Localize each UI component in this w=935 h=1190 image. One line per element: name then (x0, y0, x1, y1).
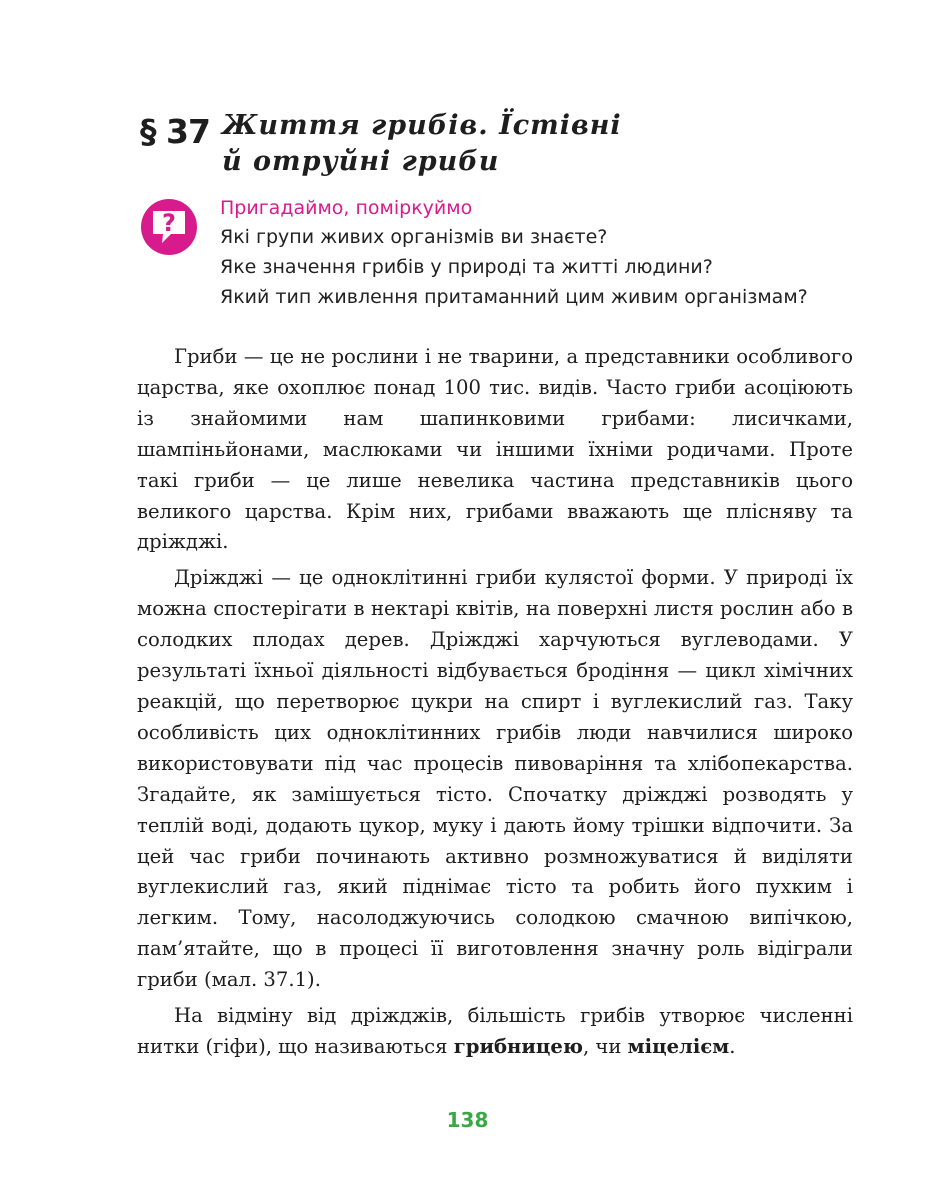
body-text (137, 342, 853, 1068)
term-mycelium: міцелієм (627, 1034, 730, 1058)
recall-question: Які групи живих організмів ви знаєте? (220, 226, 608, 248)
svg-text:?: ? (162, 209, 176, 237)
paragraph-2: Дріжджі — це одноклітинні гриби кулястої форми. У природі їх можна спостерігати в нектарі квітів, на поверхні листя рослин або в солодких плодах дерев. Дріжджі харчуються вуглеводами. У результаті їхньої діяльності відбувається бродіння — цикл хімічних реакцій, що перетворює цукри на спирт і вуглекислий газ. Таку особливість цих одноклітинних грибів люди навчилися широко використовувати під час процесів пивоваріння та хлібопекарства. Згадайте, як замішується тісто. Спочатку дріжджі розводять у теплій воді, додають цукор, муку і дають йому трішки відпочити. За цей час гриби починають активно розмножуватися й виділяти вуглекислий газ, який піднімає тісто та робить його пухким і легким. Тому, насолоджуючись солодкою смачною випічкою, пам’ятайте, що в процесі її виготовлення значну роль відіграли гриби (мал. 37.1). (137, 566, 853, 992)
chapter-title (222, 108, 842, 180)
paragraph-3-end: . (729, 1034, 736, 1058)
term-hyphae-network: грибницею (453, 1034, 583, 1058)
paragraph-3-text: На відміну від дріжджів, більшість грибів утворює численні нитки (гіфи), що називаються (137, 1004, 853, 1058)
paragraph-3 (137, 1001, 853, 1063)
recall-question: Який тип живлення притаманний цим живим організмам? (220, 286, 808, 308)
paragraph-1: Гриби — це не рослини і не тварини, а представники особливого царства, яке охоплює понад 100 тис. видів. Часто гриби асоціюють із знайомими нам шапинковими грибами: лисичками, шампіньйонами, маслюками чи іншими їхніми родичами. Проте такі гриби — це лише невелика частина представників цього великого царства. Крім них, грибами вважають ще плісняву та дріжджі. (137, 345, 853, 554)
paragraph-number: § 37 (140, 112, 210, 151)
recall-section (220, 194, 860, 312)
recall-question: Яке значення грибів у природі та житті людини? (220, 256, 713, 278)
recall-title: Пригадаймо, поміркуймо (220, 197, 473, 219)
question-circle-icon (140, 198, 198, 256)
page-number: 138 (446, 1108, 489, 1132)
chapter-title-line-1: Життя грибів. Їстівні (222, 110, 622, 141)
chapter-title-line-2: й отруйні гриби (222, 146, 500, 177)
paragraph-3-mid: , чи (582, 1034, 628, 1058)
